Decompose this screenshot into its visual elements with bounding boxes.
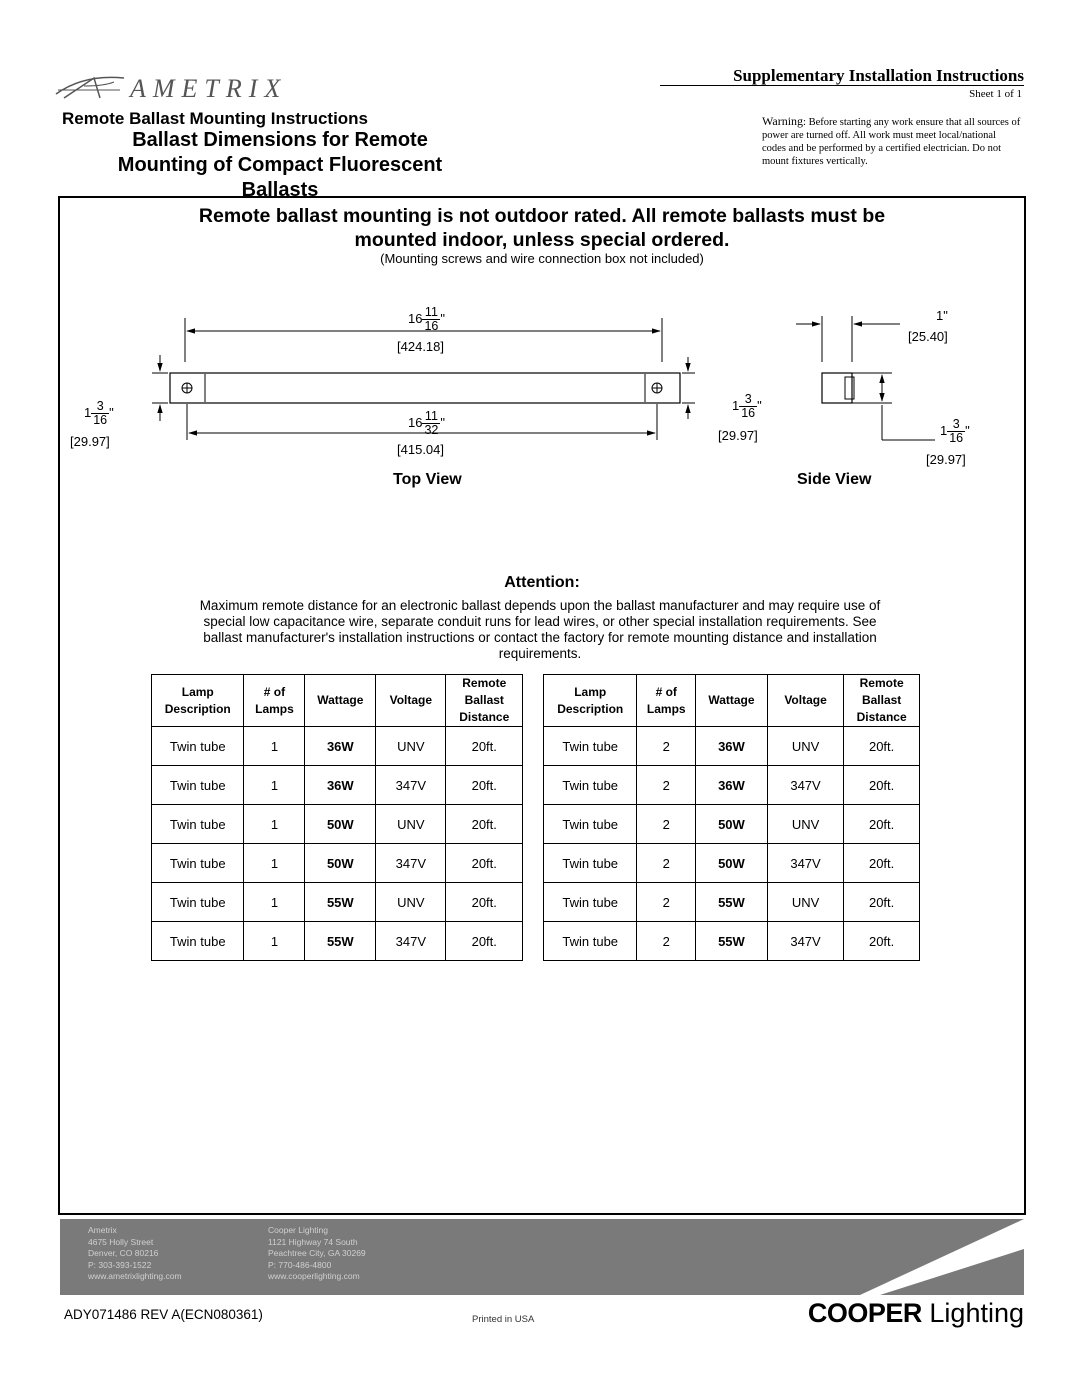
attention-title: Attention:	[504, 574, 580, 591]
dim-denominator: 16	[424, 319, 439, 333]
table-header-row	[544, 675, 920, 727]
warning-text: : Before starting any work ensure that all sources of power are turned off. All work must meet local/national codes and be performed by a certified electrician. Do not mount fixtures vertically.	[762, 117, 1021, 167]
notice-subnote: (Mounting screws and wire connection box not included)	[380, 251, 704, 266]
notice-line: mounted indoor, unless special ordered.	[354, 229, 730, 251]
address-line: Denver, CO 80216	[88, 1248, 159, 1258]
address-line: 4675 Holly Street	[88, 1236, 154, 1247]
dim-numerator: 3	[91, 400, 109, 414]
table-row: Twin tube 1 36W 347V 20ft.	[152, 766, 523, 805]
side-depth-metric: [29.97]	[926, 452, 966, 467]
notice-line: Remote ballast mounting is not outdoor rated. All remote ballasts must be	[198, 205, 886, 227]
dim-denominator: 16	[949, 431, 964, 445]
dim-metric: 29.97	[929, 452, 963, 467]
website-link[interactable]: www.cooperlighting.com	[268, 1271, 360, 1281]
dim-whole: 16	[408, 310, 423, 326]
brand-light: Lighting	[921, 1298, 1024, 1328]
side-top-metric: [25.40]	[908, 329, 948, 344]
sheet-number: Sheet 1 of 1	[969, 88, 1022, 100]
address-line: P: 303-393-1522	[88, 1259, 152, 1270]
side-width-metric: [29.97]	[718, 428, 758, 443]
document-type: Supplementary Installation Instructions	[733, 66, 1024, 85]
ballast-top-view-body	[170, 373, 680, 403]
table-header-row	[152, 675, 523, 727]
address-line: Ametrix	[88, 1225, 117, 1235]
dim-numerator: 11	[422, 410, 440, 424]
table-row: Twin tube 1 55W UNV 20ft.	[152, 883, 523, 922]
col-num-lamps: # of Lamps	[637, 675, 696, 727]
subtitle: Remote Ballast Mounting Instructions	[62, 109, 369, 128]
attention-body: Maximum remote distance for an electronic ballast depends upon the ballast manufacturer and may require use of special low capacitance wire, separate conduit runs for lead wires, or other special installation requirements. See ballast manufacturer's installation instructions or contact the factory for remote mounting distance and installation requirements.	[199, 598, 881, 661]
mount-length-metric: [415.04]	[397, 442, 445, 457]
col-remote-distance: Remote Ballast Distance	[844, 675, 920, 727]
col-wattage: Wattage	[696, 675, 768, 727]
col-wattage: Wattage	[305, 675, 376, 727]
dim-numerator: 3	[739, 393, 757, 407]
col-lamp-description: Lamp Description	[544, 675, 637, 727]
dim-numerator: 3	[947, 418, 965, 432]
title-line: Ballast Dimensions for Remote	[132, 129, 428, 151]
top-width-label	[84, 400, 114, 427]
dim-unit: "	[440, 310, 445, 326]
printed-note: Printed in USA	[472, 1314, 535, 1325]
dim-metric: 424.18	[400, 339, 441, 354]
dimension-drawing	[0, 0, 1080, 500]
address-line: 1121 Highway 74 South	[268, 1236, 358, 1247]
dim-metric: 29.97	[73, 434, 107, 449]
cooper-address	[268, 1225, 366, 1283]
address-line: Cooper Lighting	[268, 1225, 329, 1235]
ametrix-address	[88, 1225, 182, 1283]
dim-unit: "	[109, 404, 114, 420]
dim-whole: 1	[940, 422, 948, 438]
col-num-lamps: # of Lamps	[244, 675, 305, 727]
dim-denominator: 16	[93, 413, 108, 427]
table-row: Twin tube 2 36W 347V 20ft.	[544, 766, 920, 805]
overall-length-metric: [424.18]	[397, 339, 445, 354]
table-row: Twin tube 2 36W UNV 20ft.	[544, 727, 920, 766]
dim-whole: 1	[84, 404, 92, 420]
side-view-label: Side View	[797, 471, 872, 488]
ametrix-wordmark: AMETRIX	[130, 74, 288, 103]
side-top-label: 1"	[936, 308, 948, 323]
table-row: Twin tube 2 50W UNV 20ft.	[544, 805, 920, 844]
dim-whole: 1	[732, 397, 740, 413]
warning-label: Warning	[762, 114, 804, 128]
dim-whole: 16	[408, 414, 423, 430]
table-row: Twin tube 2 55W 347V 20ft.	[544, 922, 920, 961]
col-voltage: Voltage	[767, 675, 843, 727]
mount-length-label	[408, 410, 445, 437]
table-row: Twin tube 2 50W 347V 20ft.	[544, 844, 920, 883]
dim-unit: "	[440, 414, 445, 430]
top-view-label: Top View	[393, 471, 462, 488]
table-row: Twin tube 1 50W 347V 20ft.	[152, 844, 523, 883]
document-number: ADY071486 REV A(ECN080361)	[64, 1307, 263, 1322]
side-depth-label	[940, 418, 970, 445]
dim-denominator: 16	[741, 406, 756, 420]
footer-wedge-icon	[860, 1219, 1024, 1295]
col-remote-distance: Remote Ballast Distance	[446, 675, 523, 727]
title-line: Mounting of Compact Fluorescent	[117, 154, 443, 176]
col-lamp-description: Lamp Description	[152, 675, 244, 727]
side-width-label	[732, 393, 762, 420]
top-width-metric: [29.97]	[70, 434, 110, 449]
address-line: P: 770-486-4800	[268, 1259, 332, 1270]
brand-bold: COOPER	[807, 1298, 922, 1328]
col-voltage: Voltage	[376, 675, 446, 727]
cooper-lighting-logo	[808, 1298, 1024, 1329]
table-row: Twin tube 1 50W UNV 20ft.	[152, 805, 523, 844]
spec-table-dual-lamp	[543, 674, 920, 961]
address-line: Peachtree City, GA 30269	[268, 1248, 366, 1258]
table-row: Twin tube 2 55W UNV 20ft.	[544, 883, 920, 922]
dim-numerator: 11	[422, 306, 440, 320]
table-row: Twin tube 1 36W UNV 20ft.	[152, 727, 523, 766]
overall-length-label	[408, 306, 445, 333]
spec-table-single-lamp	[151, 674, 523, 961]
website-link[interactable]: www.ametrixlighting.com	[88, 1271, 182, 1281]
dim-denominator: 32	[424, 423, 439, 437]
table-row: Twin tube 1 55W 347V 20ft.	[152, 922, 523, 961]
ballast-side-flange	[845, 377, 854, 399]
dim-metric: 29.97	[721, 428, 755, 443]
dim-metric: 25.40	[911, 329, 945, 344]
dim-unit: "	[965, 422, 970, 438]
dim-unit: "	[757, 397, 762, 413]
dim-metric: 415.04	[400, 442, 441, 457]
title-line: Ballasts	[241, 179, 319, 201]
